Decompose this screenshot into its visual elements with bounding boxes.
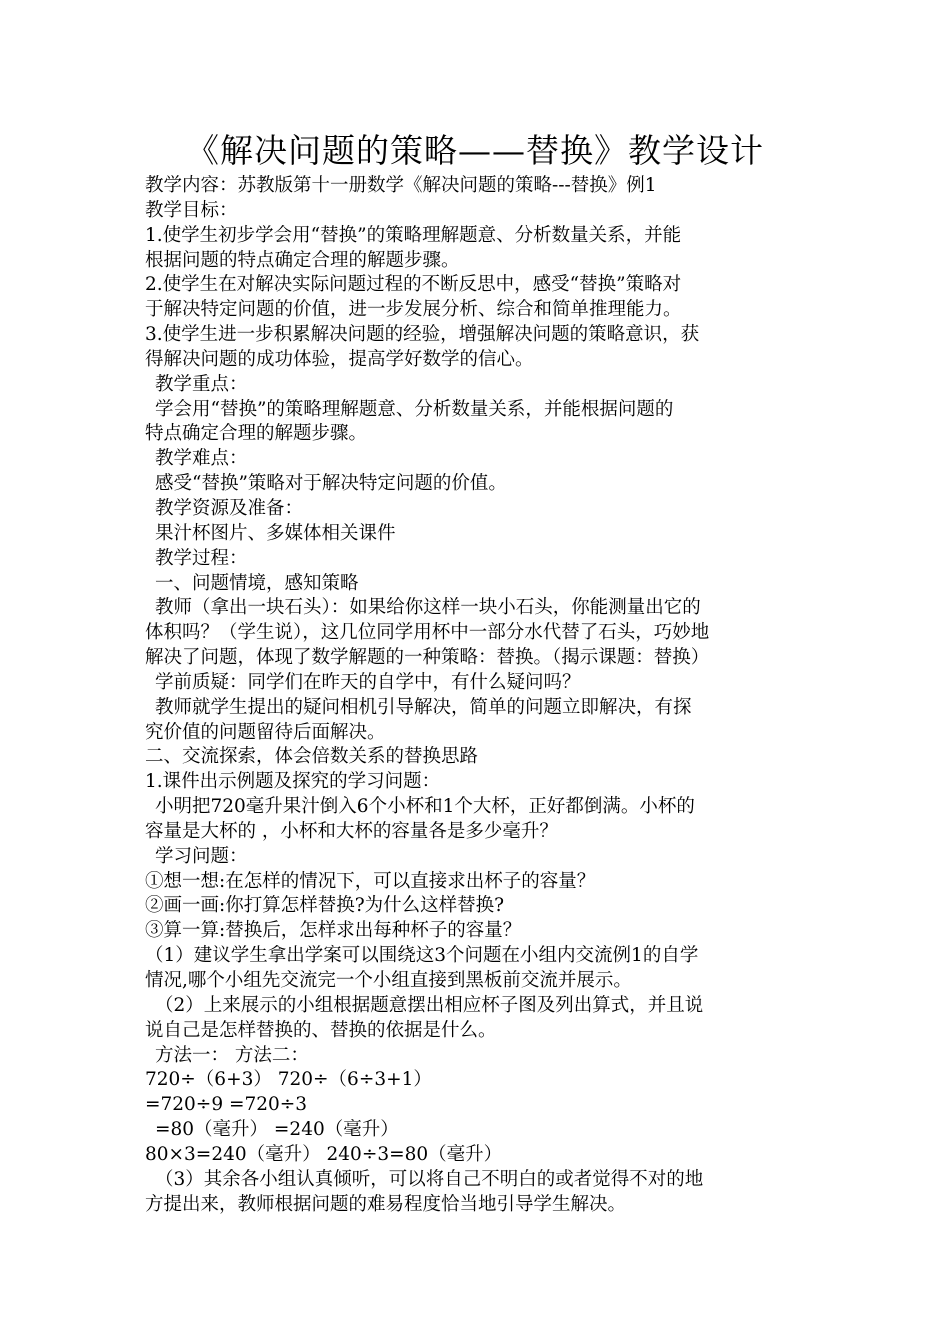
paragraph-line: 情况,哪个小组先交流完一个小组直接到黑板前交流并展示。 xyxy=(145,970,632,991)
paragraph-line: 果汁杯图片、多媒体相关课件 xyxy=(155,522,396,544)
paragraph-line: 学前质疑：同学们在昨天的自学中，有什么疑问吗？ xyxy=(155,671,581,693)
paragraph-line: 教师（拿出一块石头）：如果给你这样一块小石头，你能测量出它的 xyxy=(155,597,701,619)
list-item: ①想一想:在怎样的情况下，可以直接求出杯子的容量？ xyxy=(145,870,596,892)
paragraph-line: 1.课件出示例题及探究的学习问题： xyxy=(145,771,441,793)
paragraph-line: （2）上来展示的小组根据题意摆出相应杯子图及列出算式，并且说 xyxy=(155,994,704,1016)
paragraph-line: 教学目标： xyxy=(145,199,238,221)
section-heading: 教学重点： xyxy=(155,373,248,395)
paragraph-line: 小明把720毫升果汁倒入6个小杯和1个大杯，正好都倒满。小杯的 xyxy=(155,796,695,818)
paragraph-line: 容量是大杯的 ，小杯和大杯的容量各是多少毫升？ xyxy=(145,820,558,842)
paragraph-line: 教学内容：苏教版第十一册数学《解决问题的策略---替换》例1 xyxy=(145,175,657,196)
paragraph-line: 方法一： 方法二： xyxy=(155,1044,309,1066)
document-body xyxy=(145,174,810,1217)
section-heading: 教学资源及准备： xyxy=(155,497,304,519)
paragraph-line: 学习问题： xyxy=(155,845,248,867)
list-item: ②画一画:你打算怎样替换?为什么这样替换? xyxy=(145,895,505,917)
formula-line: 720÷（6+3） 720÷（6÷3+1） xyxy=(145,1069,432,1091)
formula-line: 80×3=240（毫升） 240÷3=80（毫升） xyxy=(145,1143,503,1165)
paragraph-line: 学会用“替换”的策略理解题意、分析数量关系，并能根据问题的 xyxy=(155,398,674,420)
formula-line: =720÷9 =720÷3 xyxy=(145,1094,308,1116)
paragraph-line: 于解决特定问题的价值，进一步发展分析、综合和简单推理能力。 xyxy=(145,299,682,321)
paragraph-line: 体积吗？（学生说），这几位同学用杯中一部分水代替了石头，巧妙地 xyxy=(145,622,710,644)
paragraph-line: 2.使学生在对解决实际问题过程的不断反思中，感受“替换”策略对 xyxy=(145,274,682,296)
paragraph-line: （1）建议学生拿出学案可以围绕这3个问题在小组内交流例1的自学 xyxy=(145,945,699,967)
formula-line: =80（毫升） =240（毫升） xyxy=(155,1119,399,1141)
paragraph-line: 感受“替换”策略对于解决特定问题的价值。 xyxy=(155,473,507,495)
paragraph-line: 究价值的问题留待后面解决。 xyxy=(145,721,386,743)
paragraph-line: 1.使学生初步学会用“替换”的策略理解题意、分析数量关系，并能 xyxy=(145,224,682,246)
section-heading: 二、交流探索，体会倍数关系的替换思路 xyxy=(145,746,479,768)
section-heading: 教学过程： xyxy=(155,547,248,569)
paragraph-line: 得解决问题的成功体验，提高学好数学的信心。 xyxy=(145,348,534,370)
paragraph-line: （3）其余各小组认真倾听，可以将自己不明白的或者觉得不对的地 xyxy=(155,1168,704,1190)
paragraph-line: 根据问题的特点确定合理的解题步骤。 xyxy=(145,249,460,271)
paragraph-line: 方提出来，教师根据问题的难易程度恰当地引导学生解决。 xyxy=(145,1193,627,1215)
list-item: ③算一算:替换后，怎样求出每种杯子的容量？ xyxy=(145,920,522,942)
paragraph-line: 说自己是怎样替换的、替换的依据是什么。 xyxy=(145,1019,497,1041)
paragraph-line: 教师就学生提出的疑问相机引导解决，简单的问题立即解决，有探 xyxy=(155,696,692,718)
paragraph-line: 3.使学生进一步积累解决问题的经验，增强解决问题的策略意识，获 xyxy=(145,324,700,346)
paragraph-line: 特点确定合理的解题步骤。 xyxy=(145,423,368,445)
paragraph-line: 解决了问题，体现了数学解题的一种策略：替换。（揭示课题：替换） xyxy=(145,647,710,669)
document-title: 《解决问题的策略——替换》教学设计 xyxy=(186,131,764,170)
section-heading: 一、问题情境，感知策略 xyxy=(155,572,359,594)
section-heading: 教学难点： xyxy=(155,448,248,470)
